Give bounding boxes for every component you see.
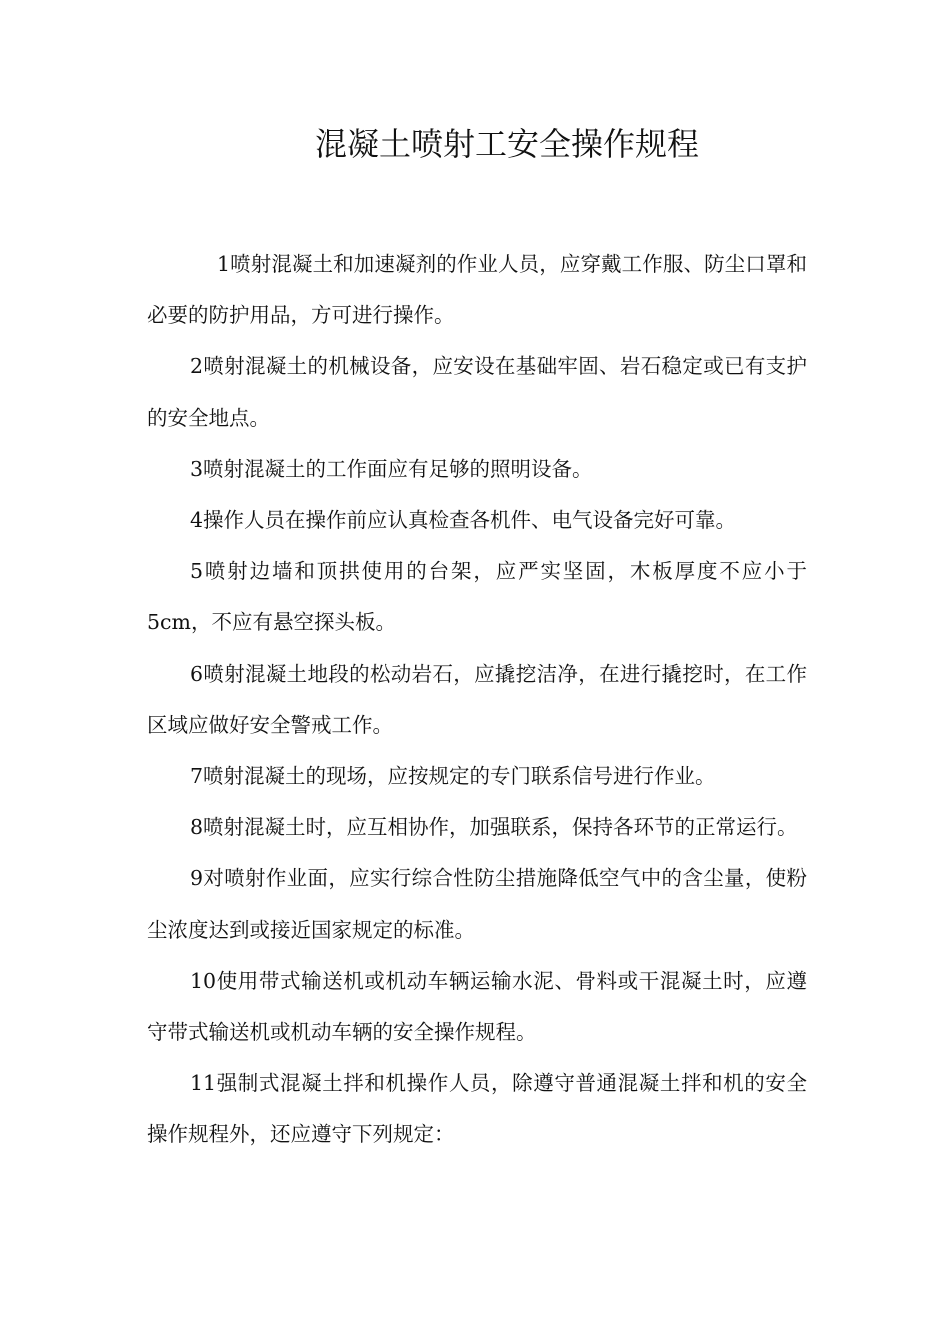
paragraph-1: 1喷射混凝土和加速凝剂的作业人员，应穿戴工作服、防尘口罩和必要的防护用品，方可进行操作。 [147, 252, 807, 328]
document-body [147, 239, 807, 1161]
paragraph-10: 10使用带式输送机或机动车辆运输水泥、骨料或干混凝土时，应遵守带式输送机或机动车辆的安全操作规程。 [147, 968, 807, 1045]
paragraph-11: 11强制式混凝土拌和机操作人员，除遵守普通混凝土拌和机的安全操作规程外，还应遵守下列规定： [147, 1071, 807, 1147]
paragraph-4: 4操作人员在操作前应认真检查各机件、电气设备完好可靠。 [190, 508, 737, 533]
paragraph-3: 3喷射混凝土的工作面应有足够的照明设备。 [190, 456, 593, 481]
paragraph-6: 6喷射混凝土地段的松动岩石，应撬挖洁净，在进行撬挖时，在工作区域应做好安全警戒工作。 [147, 661, 807, 737]
paragraph-7: 7喷射混凝土的现场，应按规定的专门联系信号进行作业。 [190, 764, 716, 789]
page-title: 混凝土喷射工安全操作规程 [314, 125, 699, 163]
paragraph-5: 5喷射边墙和顶拱使用的台架，应严实坚固，木板厚度不应小于5cm，不应有悬空探头板。 [147, 559, 807, 635]
paragraph-2: 2喷射混凝土的机械设备，应安设在基础牢固、岩石稳定或已有支护的安全地点。 [147, 354, 807, 430]
paragraph-9: 9对喷射作业面，应实行综合性防尘措施降低空气中的含尘量，使粉尘浓度达到或接近国家规定的标准。 [147, 866, 807, 942]
paragraph-8: 8喷射混凝土时，应互相协作，加强联系，保持各环节的正常运行。 [190, 815, 798, 840]
